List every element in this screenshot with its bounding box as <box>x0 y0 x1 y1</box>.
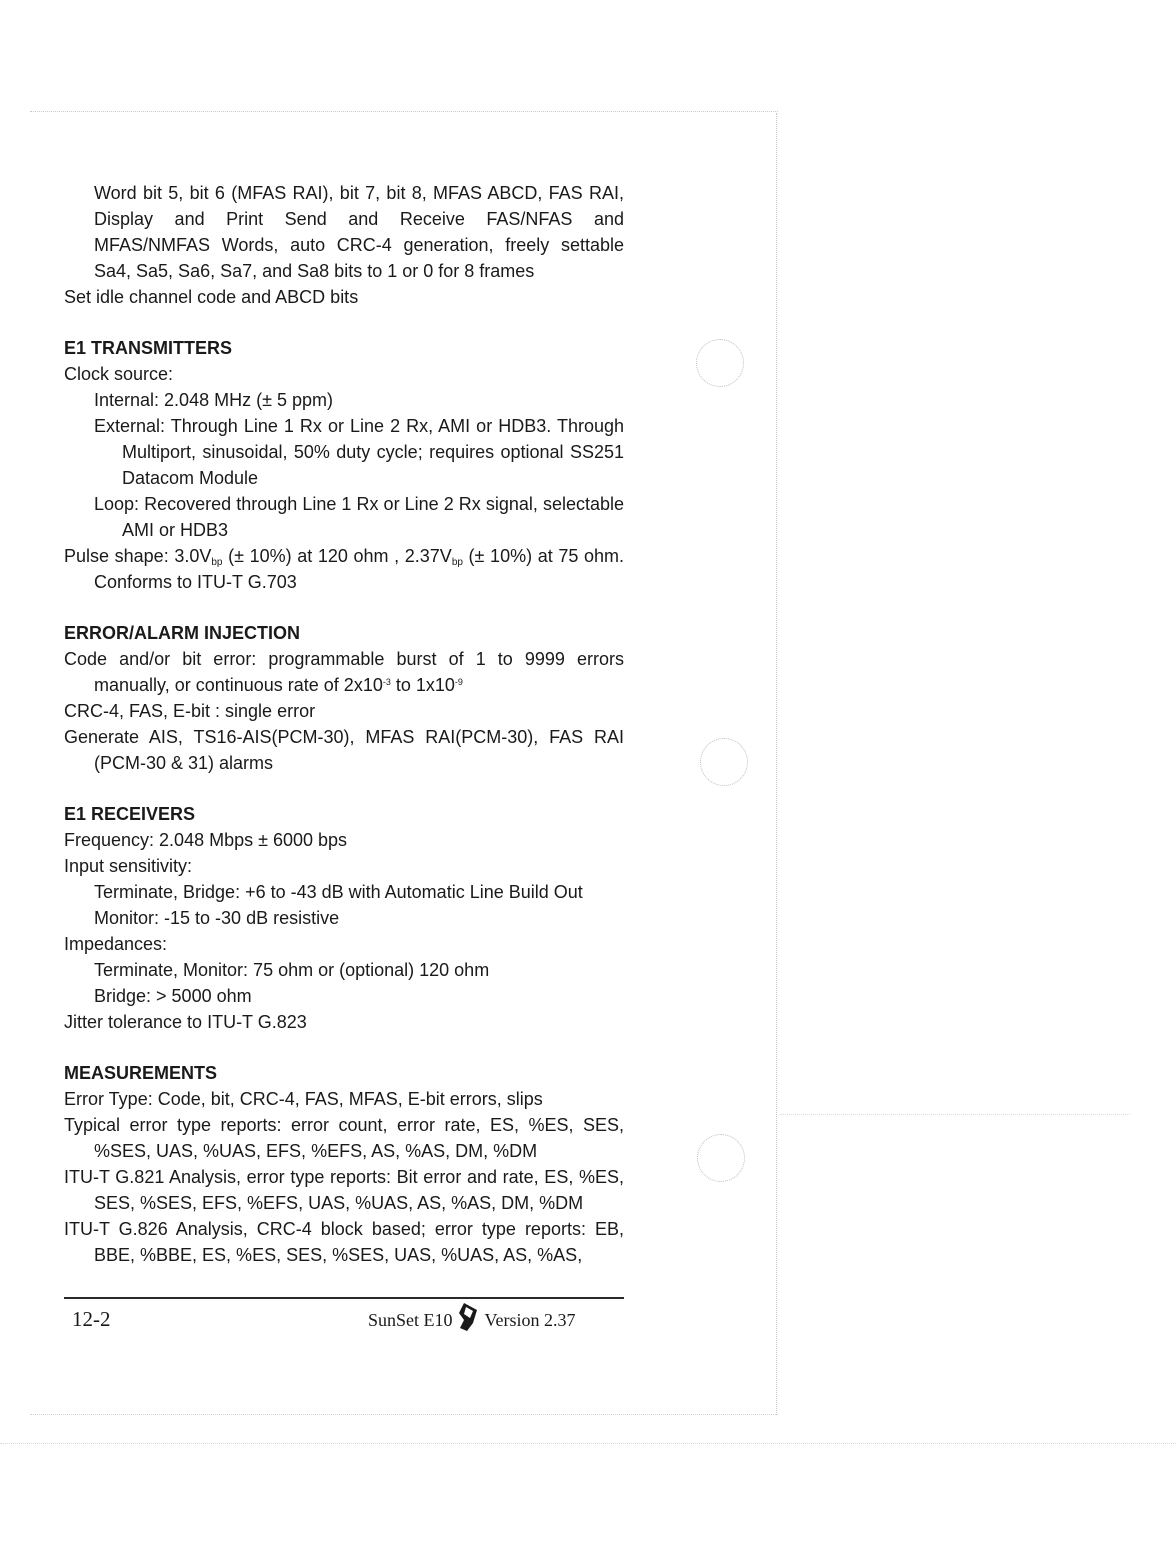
binder-hole-middle <box>700 738 748 786</box>
pulse-shape: Pulse shape: $3.0V_{bp}$ (± 10%) at 120 ohm , $2.37V_{bp}$ (± 10%) at 75 ohm. Conforms to ITU-T G.703 <box>64 546 624 592</box>
clock-loop: Loop: Recovered through Line 1 Rx or Line 2 Rx signal, selectable AMI or HDB3 <box>94 494 624 540</box>
page-trim-bottom <box>30 1414 778 1415</box>
footer-product-version <box>368 1307 576 1333</box>
scan-mid-line <box>780 1114 1130 1115</box>
input-sensitivity-label: Input sensitivity: <box>64 856 193 876</box>
receiver-frequency: Frequency: 2.048 Mbps ± 6000 bps <box>64 830 348 850</box>
page-number: 12-2 <box>72 1307 111 1331</box>
intro-word-bits: Word bit 5, bit 6 (MFAS RAI), bit 7, bit 8, MFAS ABCD, FAS RAI, Display and Print Send and Receive FAS/NFAS and MFAS/NMFAS Words, auto CRC-4 generation, freely settable Sa4, Sa5, Sa6, Sa7, and Sa8 bits to 1 or 0 for 8 frames <box>94 183 624 281</box>
intro-idle-code: Set idle channel code and ABCD bits <box>64 287 359 307</box>
jitter-tolerance: Jitter tolerance to ITU-T G.823 <box>64 1012 307 1032</box>
product-name: SunSet E10 <box>368 1309 453 1330</box>
clock-external: External: Through Line 1 Rx or Line 2 Rx, AMI or HDB3. Through Multiport, sinusoidal, 50% duty cycle; requires optional SS251 Datacom Module <box>94 416 624 488</box>
g821-analysis: ITU-T G.821 Analysis, error type reports: Bit error and rate, ES, %ES, SES, %SES, EFS, %EFS, UAS, %UAS, AS, %AS, DM, %DM <box>64 1167 624 1213</box>
footer-rule <box>64 1297 624 1299</box>
page-trim-top <box>30 111 778 112</box>
bridge-impedance: Bridge: > 5000 ohm <box>94 986 252 1006</box>
typical-error-reports: Typical error type reports: error count, error rate, ES, %ES, SES, %SES, UAS, %UAS, EFS, %EFS, AS, %AS, DM, %DM <box>64 1115 624 1161</box>
clock-source-label: Clock source: <box>64 364 174 384</box>
terminate-monitor-impedance: Terminate, Monitor: 75 ohm or (optional) 120 ohm <box>94 960 490 980</box>
generate-alarms: Generate AIS, TS16-AIS(PCM-30), MFAS RAI(PCM-30), FAS RAI (PCM-30 & 31) alarms <box>64 727 624 773</box>
binder-hole-top <box>696 339 744 387</box>
crc-fas-ebit: CRC-4, FAS, E-bit : single error <box>64 701 316 721</box>
clock-internal: Internal: 2.048 MHz (± 5 ppm) <box>94 390 333 410</box>
binder-hole-bottom <box>697 1134 745 1182</box>
code-bit-error: Code and/or bit error: programmable burst of 1 to 9999 errors manually, or continuous rate of $2x10^{-3}$ to $1x10^{-9}$ <box>64 649 624 695</box>
heading-e1-transmitters: E1 TRANSMITTERS <box>64 338 233 358</box>
heading-error-alarm-injection: ERROR/ALARM INJECTION <box>64 623 301 643</box>
g826-analysis: ITU-T G.826 Analysis, CRC-4 block based; error type reports: EB, BBE, %BBE, ES, %ES, SES, %SES, UAS, %UAS, AS, %AS, <box>64 1219 624 1265</box>
monitor-sensitivity: Monitor: -15 to -30 dB resistive <box>94 908 340 928</box>
heading-e1-receivers: E1 RECEIVERS <box>64 804 196 824</box>
terminate-bridge-sensitivity: Terminate, Bridge: +6 to -43 dB with Automatic Line Build Out <box>94 882 583 902</box>
scan-edge-line <box>0 1443 1176 1444</box>
spec-content <box>64 180 624 1268</box>
heading-measurements: MEASUREMENTS <box>64 1063 218 1083</box>
page-trim-right <box>776 113 777 1415</box>
handset-logo-icon <box>455 1301 481 1333</box>
impedances-label: Impedances: <box>64 934 168 954</box>
version-label: Version 2.37 <box>484 1309 576 1330</box>
error-type: Error Type: Code, bit, CRC-4, FAS, MFAS, E-bit errors, slips <box>64 1089 543 1109</box>
